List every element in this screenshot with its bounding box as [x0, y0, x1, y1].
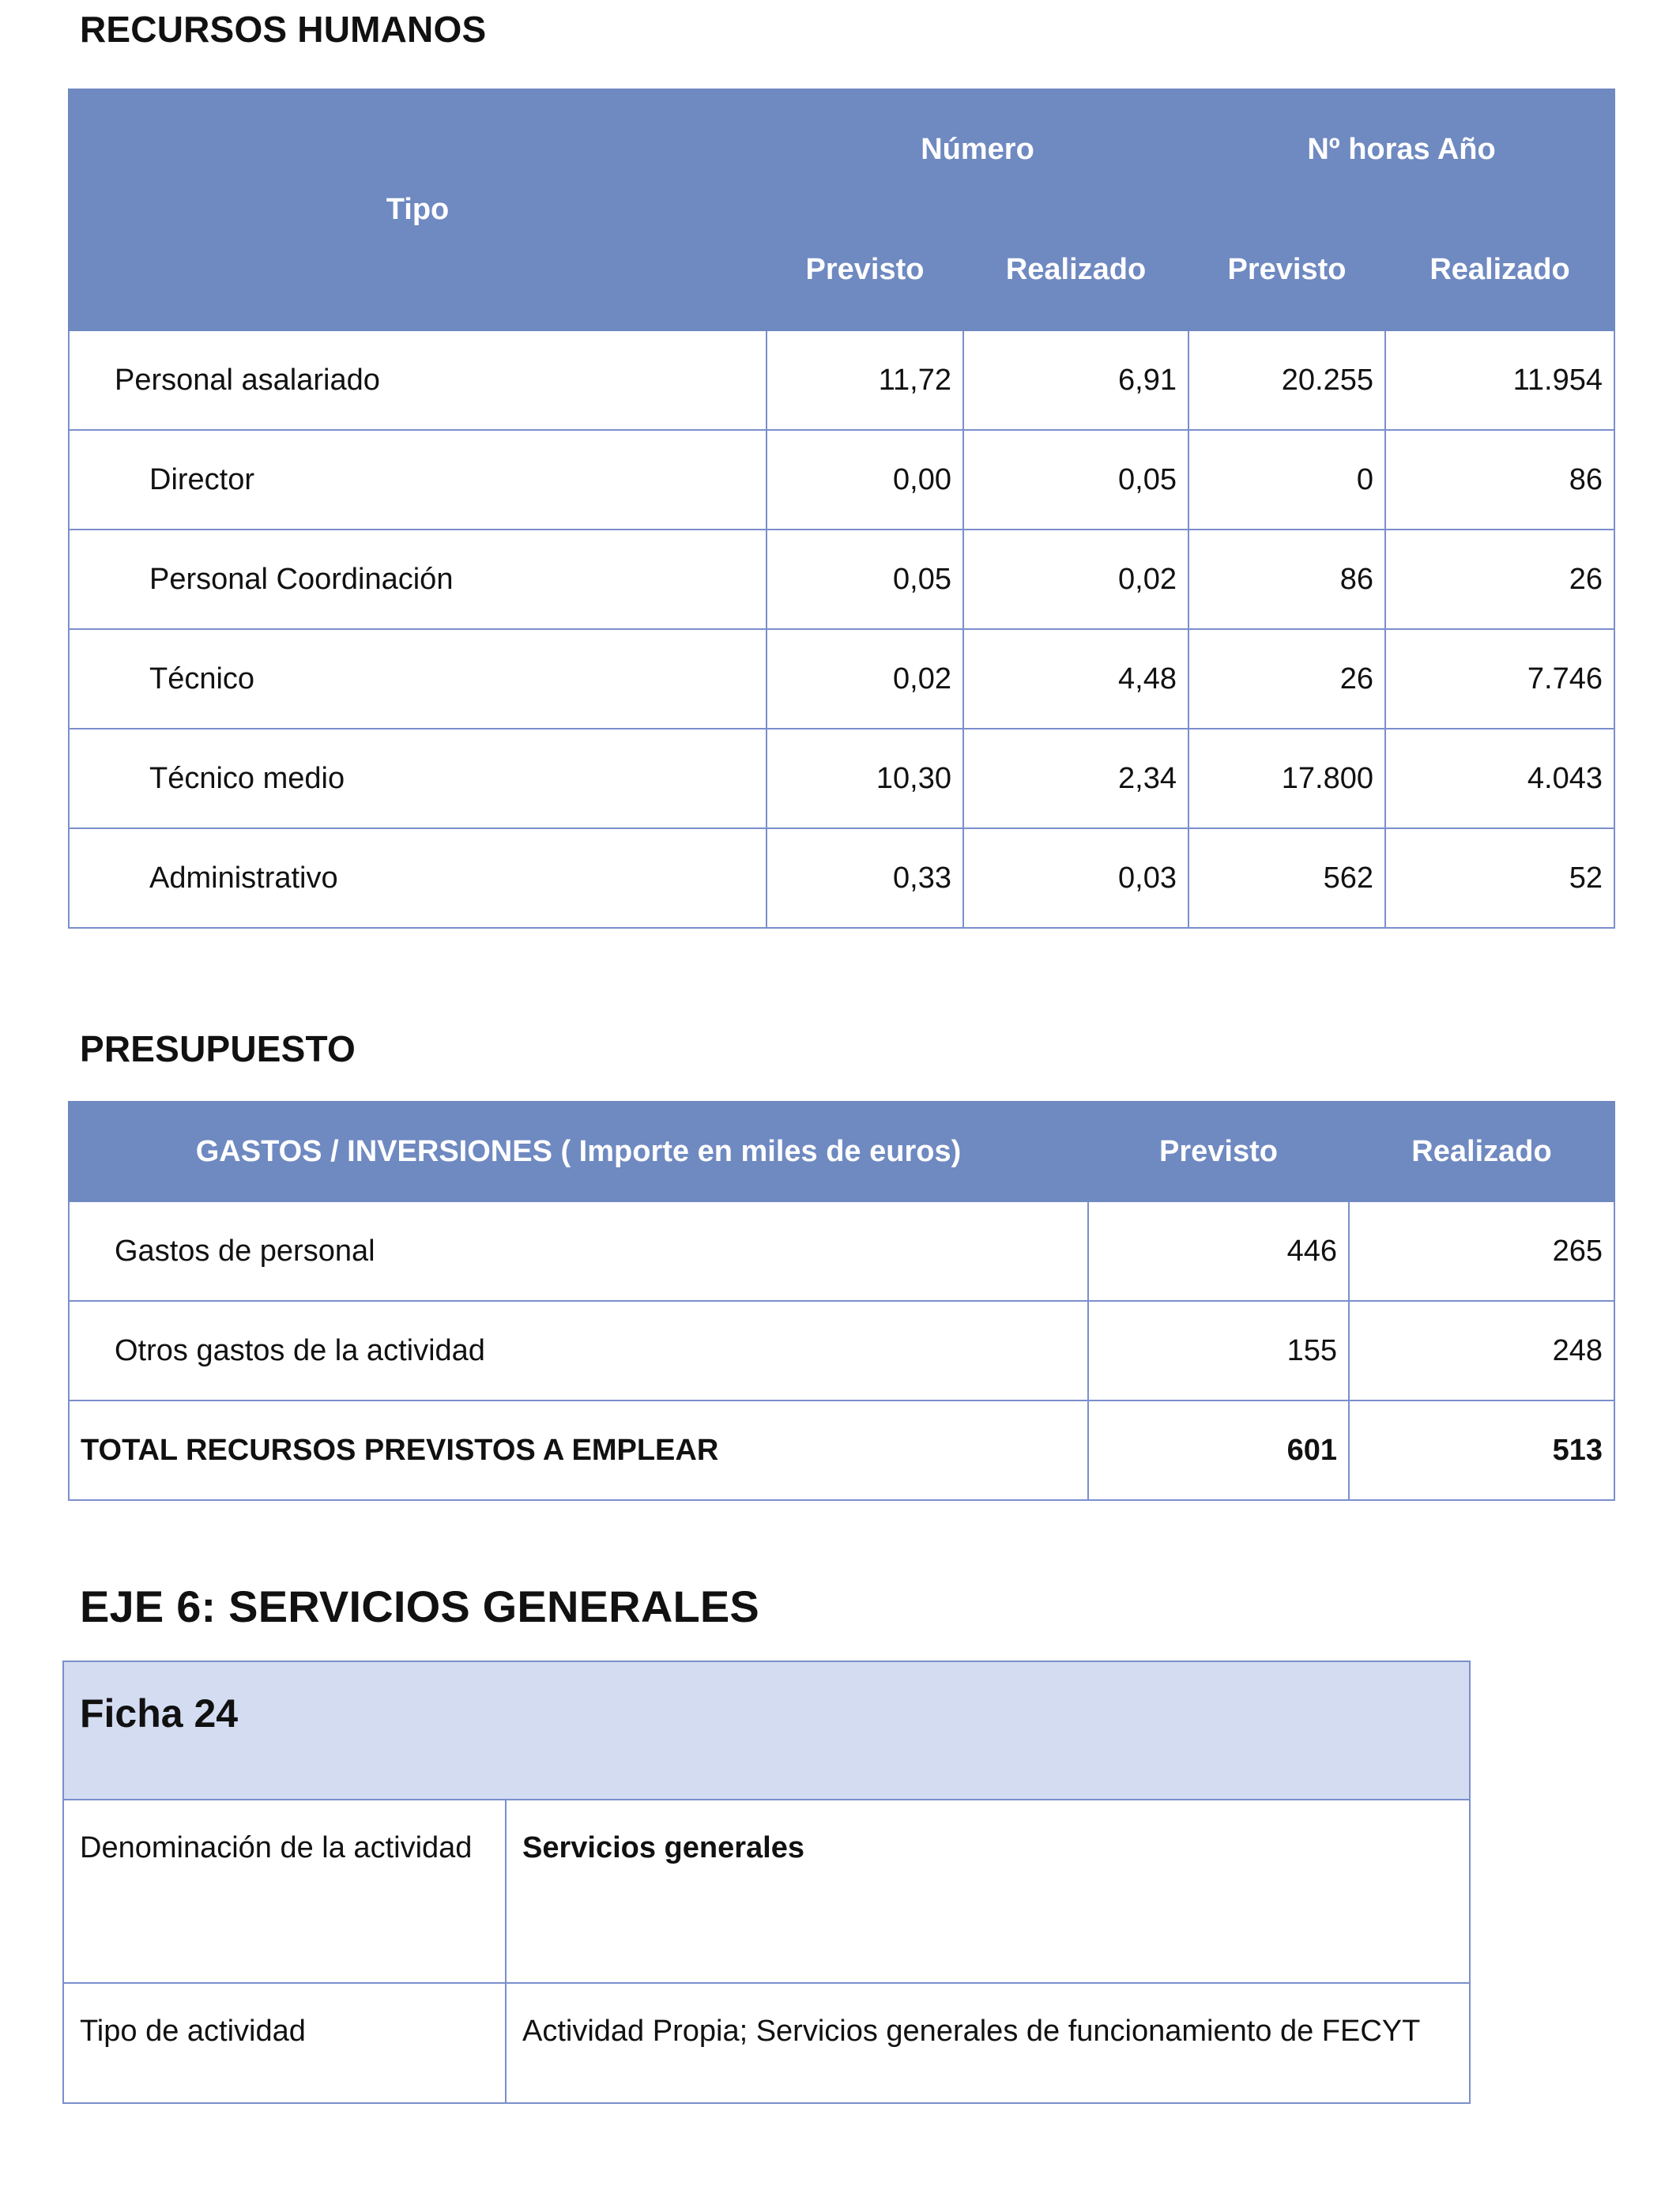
- header-gastos: GASTOS / INVERSIONES ( Importe en miles de euros): [69, 1102, 1088, 1201]
- ficha-row-value: Servicios generales: [506, 1800, 1470, 1983]
- ficha-row-value: Actividad Propia; Servicios generales de funcionamiento de FECYT: [506, 1983, 1470, 2103]
- header-realizado: Realizado: [1349, 1102, 1614, 1201]
- presupuesto-title: PRESUPUESTO: [80, 1028, 356, 1069]
- rh-title: RECURSOS HUMANOS: [80, 9, 487, 50]
- total-previsto: 601: [1088, 1400, 1349, 1500]
- ficha-row-label: Tipo de actividad: [63, 1983, 506, 2103]
- row-horas-realizado: 7.746: [1385, 629, 1614, 729]
- table-row: [69, 629, 1614, 729]
- ficha-table: [62, 1661, 1471, 2104]
- row-num-previsto: 11,72: [767, 330, 963, 430]
- row-realizado: 248: [1349, 1301, 1614, 1400]
- row-horas-previsto: 0: [1188, 430, 1385, 530]
- row-horas-previsto: 562: [1188, 828, 1385, 928]
- row-tipo: Personal Coordinación: [69, 530, 767, 629]
- header-num-previsto: Previsto: [767, 209, 963, 330]
- recursos-humanos-table: [68, 89, 1615, 929]
- row-num-realizado: 0,02: [963, 530, 1188, 629]
- row-previsto: 155: [1088, 1301, 1349, 1400]
- eje-title: EJE 6: SERVICIOS GENERALES: [80, 1581, 759, 1631]
- table-row: [63, 1983, 1470, 2103]
- table-row: [69, 430, 1614, 530]
- row-num-previsto: 0,02: [767, 629, 963, 729]
- header-num-realizado: Realizado: [963, 209, 1188, 330]
- table-row: [63, 1800, 1470, 1983]
- row-horas-realizado: 26: [1385, 530, 1614, 629]
- header-horas: Nº horas Año: [1188, 89, 1614, 209]
- row-horas-realizado: 11.954: [1385, 330, 1614, 430]
- row-horas-realizado: 86: [1385, 430, 1614, 530]
- table-row: [69, 330, 1614, 430]
- row-horas-realizado: 4.043: [1385, 729, 1614, 828]
- row-previsto: 446: [1088, 1201, 1349, 1301]
- row-tipo: Personal asalariado: [69, 330, 767, 430]
- row-num-realizado: 0,05: [963, 430, 1188, 530]
- row-tipo: Director: [69, 430, 767, 530]
- row-tipo: Técnico medio: [69, 729, 767, 828]
- row-num-previsto: 10,30: [767, 729, 963, 828]
- row-horas-previsto: 86: [1188, 530, 1385, 629]
- total-realizado: 513: [1349, 1400, 1614, 1500]
- row-horas-previsto: 26: [1188, 629, 1385, 729]
- row-tipo: Administrativo: [69, 828, 767, 928]
- ficha-row-label: Denominación de la actividad: [63, 1800, 506, 1983]
- total-row: [69, 1400, 1614, 1500]
- header-horas-previsto: Previsto: [1188, 209, 1385, 330]
- row-num-previsto: 0,05: [767, 530, 963, 629]
- row-label: Gastos de personal: [69, 1201, 1088, 1301]
- row-horas-previsto: 17.800: [1188, 729, 1385, 828]
- table-row: [69, 1301, 1614, 1400]
- presupuesto-table: [68, 1101, 1615, 1501]
- row-tipo: Técnico: [69, 629, 767, 729]
- header-horas-realizado: Realizado: [1385, 209, 1614, 330]
- row-realizado: 265: [1349, 1201, 1614, 1301]
- row-num-realizado: 4,48: [963, 629, 1188, 729]
- row-horas-realizado: 52: [1385, 828, 1614, 928]
- row-label: Otros gastos de la actividad: [69, 1301, 1088, 1400]
- table-row: [69, 530, 1614, 629]
- ficha-title: Ficha 24: [63, 1661, 1470, 1800]
- row-num-previsto: 0,00: [767, 430, 963, 530]
- total-label: TOTAL RECURSOS PREVISTOS A EMPLEAR: [69, 1400, 1088, 1500]
- row-num-realizado: 0,03: [963, 828, 1188, 928]
- table-row: [69, 1201, 1614, 1301]
- table-row: [69, 828, 1614, 928]
- header-numero: Número: [767, 89, 1188, 209]
- row-num-previsto: 0,33: [767, 828, 963, 928]
- header-tipo: Tipo: [69, 89, 767, 330]
- row-num-realizado: 2,34: [963, 729, 1188, 828]
- row-horas-previsto: 20.255: [1188, 330, 1385, 430]
- row-num-realizado: 6,91: [963, 330, 1188, 430]
- header-previsto: Previsto: [1088, 1102, 1349, 1201]
- table-row: [69, 729, 1614, 828]
